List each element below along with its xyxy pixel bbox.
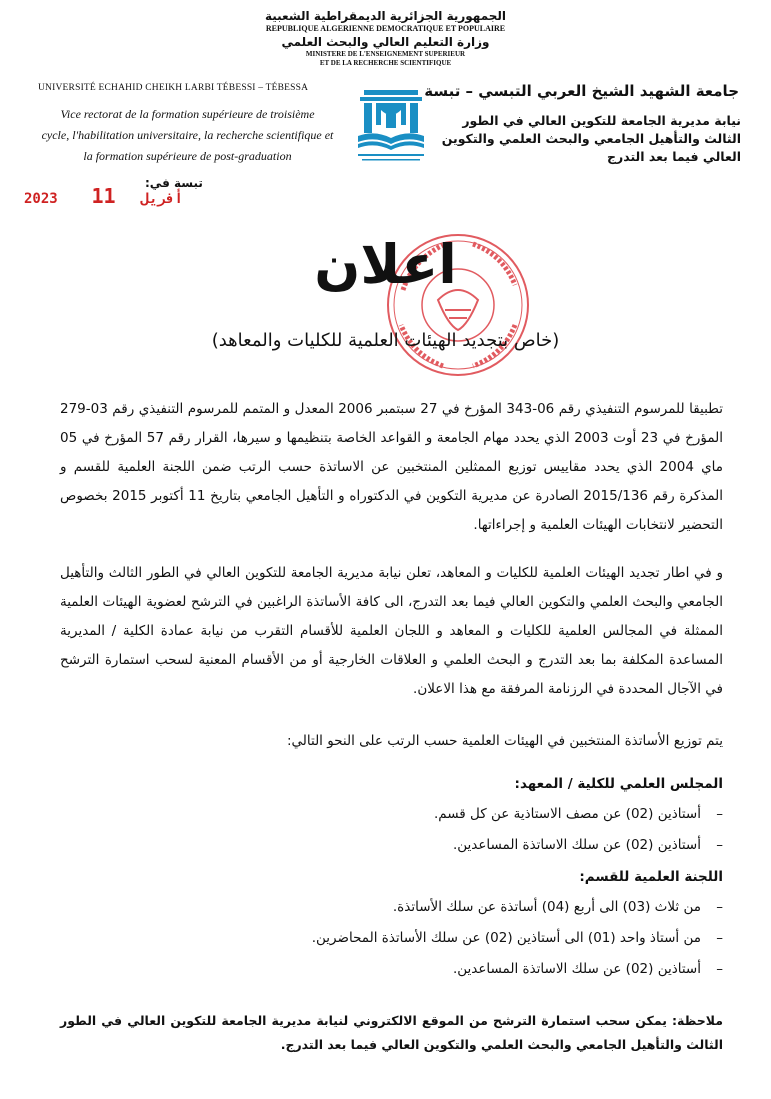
committee-list — [60, 892, 723, 985]
note-label: ملاحظة: — [672, 1013, 723, 1028]
vice-ar-line-3: العالي فيما بعد التدرج — [607, 149, 741, 164]
list-item: – أستاذين (02) عن سلك الاساتذة المساعدين. — [60, 830, 723, 861]
vice-rectorat-ar — [441, 112, 741, 166]
list-item: – من ثلاث (03) الى أربع (04) أساتذة عن سلك الأساتذة. — [60, 892, 723, 923]
council-title: المجلس العلمي للكلية / المعهد: — [514, 776, 723, 792]
date-label: تبسة في: — [145, 176, 203, 190]
date-day: 11 — [91, 184, 116, 208]
ministry-fr-1: MINISTERE DE L'ENSEIGNEMENT SUPERIEUR — [305, 50, 466, 58]
vice-fr-line-1: Vice rectorat de la formation supérieure de troisième — [60, 107, 315, 121]
dash: – — [716, 899, 723, 915]
republic-ar: الجمهورية الجزائرية الديمقراطية الشعبية — [264, 9, 507, 23]
university-name-ar: جامعة الشهيد الشيخ العربي التبسي – تبسة — [424, 82, 739, 100]
ministry-fr-2: ET DE LA RECHERCHE SCIENTIFIQUE — [319, 59, 452, 67]
paragraph-3: يتم توزيع الأساتذة المنتخبين في الهيئات العلمية حسب الرتب على النحو التالي: — [286, 733, 723, 749]
republic-fr: REPUBLIQUE ALGERIENNE DEMOCRATIQUE ET POPULAIRE — [265, 24, 506, 33]
list-item: – أستاذين (02) عن سلك الاساتذة المساعدين. — [60, 954, 723, 985]
vice-fr-line-2: cycle, l'habilitation universitaire, la recherche scientifique et — [41, 128, 334, 142]
date-year: 2023 — [24, 191, 58, 207]
list-item: – أستاذين (02) عن مصف الاستاذية عن كل قسم. — [60, 799, 723, 830]
dash: – — [716, 930, 723, 946]
date-value — [24, 184, 183, 208]
page-title: اعلان — [314, 233, 457, 296]
vice-ar-line-2: الثالث والتأهيل الجامعي والبحث العلمي والتكوين — [441, 131, 741, 146]
dash: – — [716, 837, 723, 853]
vice-rectorat-fr — [40, 104, 335, 167]
list-item: – من أستاذ واحد (01) الى أستاذين (02) عن سلك الأساتذة المحاضرين. — [60, 923, 723, 954]
note — [60, 1009, 723, 1057]
committee-title: اللجنة العلمية للقسم: — [579, 869, 723, 885]
vice-fr-line-3: la formation supérieure de post-graduation — [83, 149, 292, 163]
note-text: يمكن سحب استمارة الترشح من الموقع الالكتروني لنيابة مديرية الجامعة للتكوين العالي في الطور الثالث والتأهيل الجامعي والبحث العلمي والتكوين العالي فيما بعد التدرج. — [60, 1013, 723, 1052]
date-month: أفريل — [140, 191, 183, 207]
ministry-ar: وزارة التعليم العالي والبحث العلمي — [281, 35, 490, 49]
page-subtitle: (خاص بتجديد الهيئات العلمية للكليات والمعاهد) — [211, 330, 560, 351]
dash: – — [716, 806, 723, 822]
paragraph-1: تطبيقا للمرسوم التنفيذي رقم 06-343 المؤرخ في 27 سبتمبر 2006 المعدل و المتمم للمرسوم التنفيذي رقم 03-279 المؤرخ في 23 أوت 2003 الذي يحدد مهام الجامعة و القواعد الخاصة بتنظيمها و سيرها، القرار رقم 57 المؤرخ في 05 ماي 2004 الذي يحدد مقاييس توزيع الممثلين المنتخبين عن الاساتذة حسب الرتب ضمن اللجنة العلمية للقسم و المذكرة رقم 2015/136 الصادرة عن مديرية التكوين في الدكتوراه و التأهيل الجامعي بتاريخ 11 أكتوبر 2015 بخصوص التحضير لانتخابات الهيئات العلمية و إجراءاتها. — [60, 401, 724, 533]
dash: – — [716, 961, 723, 977]
university-name-fr: UNIVERSITÉ ECHAHID CHEIKH LARBI TÉBESSI – TÉBESSA — [38, 83, 309, 93]
council-list — [60, 799, 723, 861]
header-center — [200, 8, 571, 68]
paragraph-2: و في اطار تجديد الهيئات العلمية للكليات و المعاهد، تعلن نيابة مديرية الجامعة للتكوين العالي في الطور الثالث والتأهيل الجامعي والبحث العلمي والتكوين العالي فيما بعد التدرج، الى كافة الأساتذة الراغبين في الترشح لعضوية الهيئات العلمية الممثلة في المجالس العلمية للكليات و المعاهد و اللجان العلمية للأقسام التقرب من نيابة عمادة الكلية / المديرية المساعدة المكلفة بما بعد التدرج و البحث العلمي و العلاقات الخارجية أو من الأقسام المعنية لسحب استمارة الترشح في الآجال المحددة في الرزنامة المرفقة مع هذا الاعلان. — [60, 565, 723, 697]
vice-ar-line-1: نيابة مديرية الجامعة للتكوين العالي في الطور — [462, 113, 741, 128]
